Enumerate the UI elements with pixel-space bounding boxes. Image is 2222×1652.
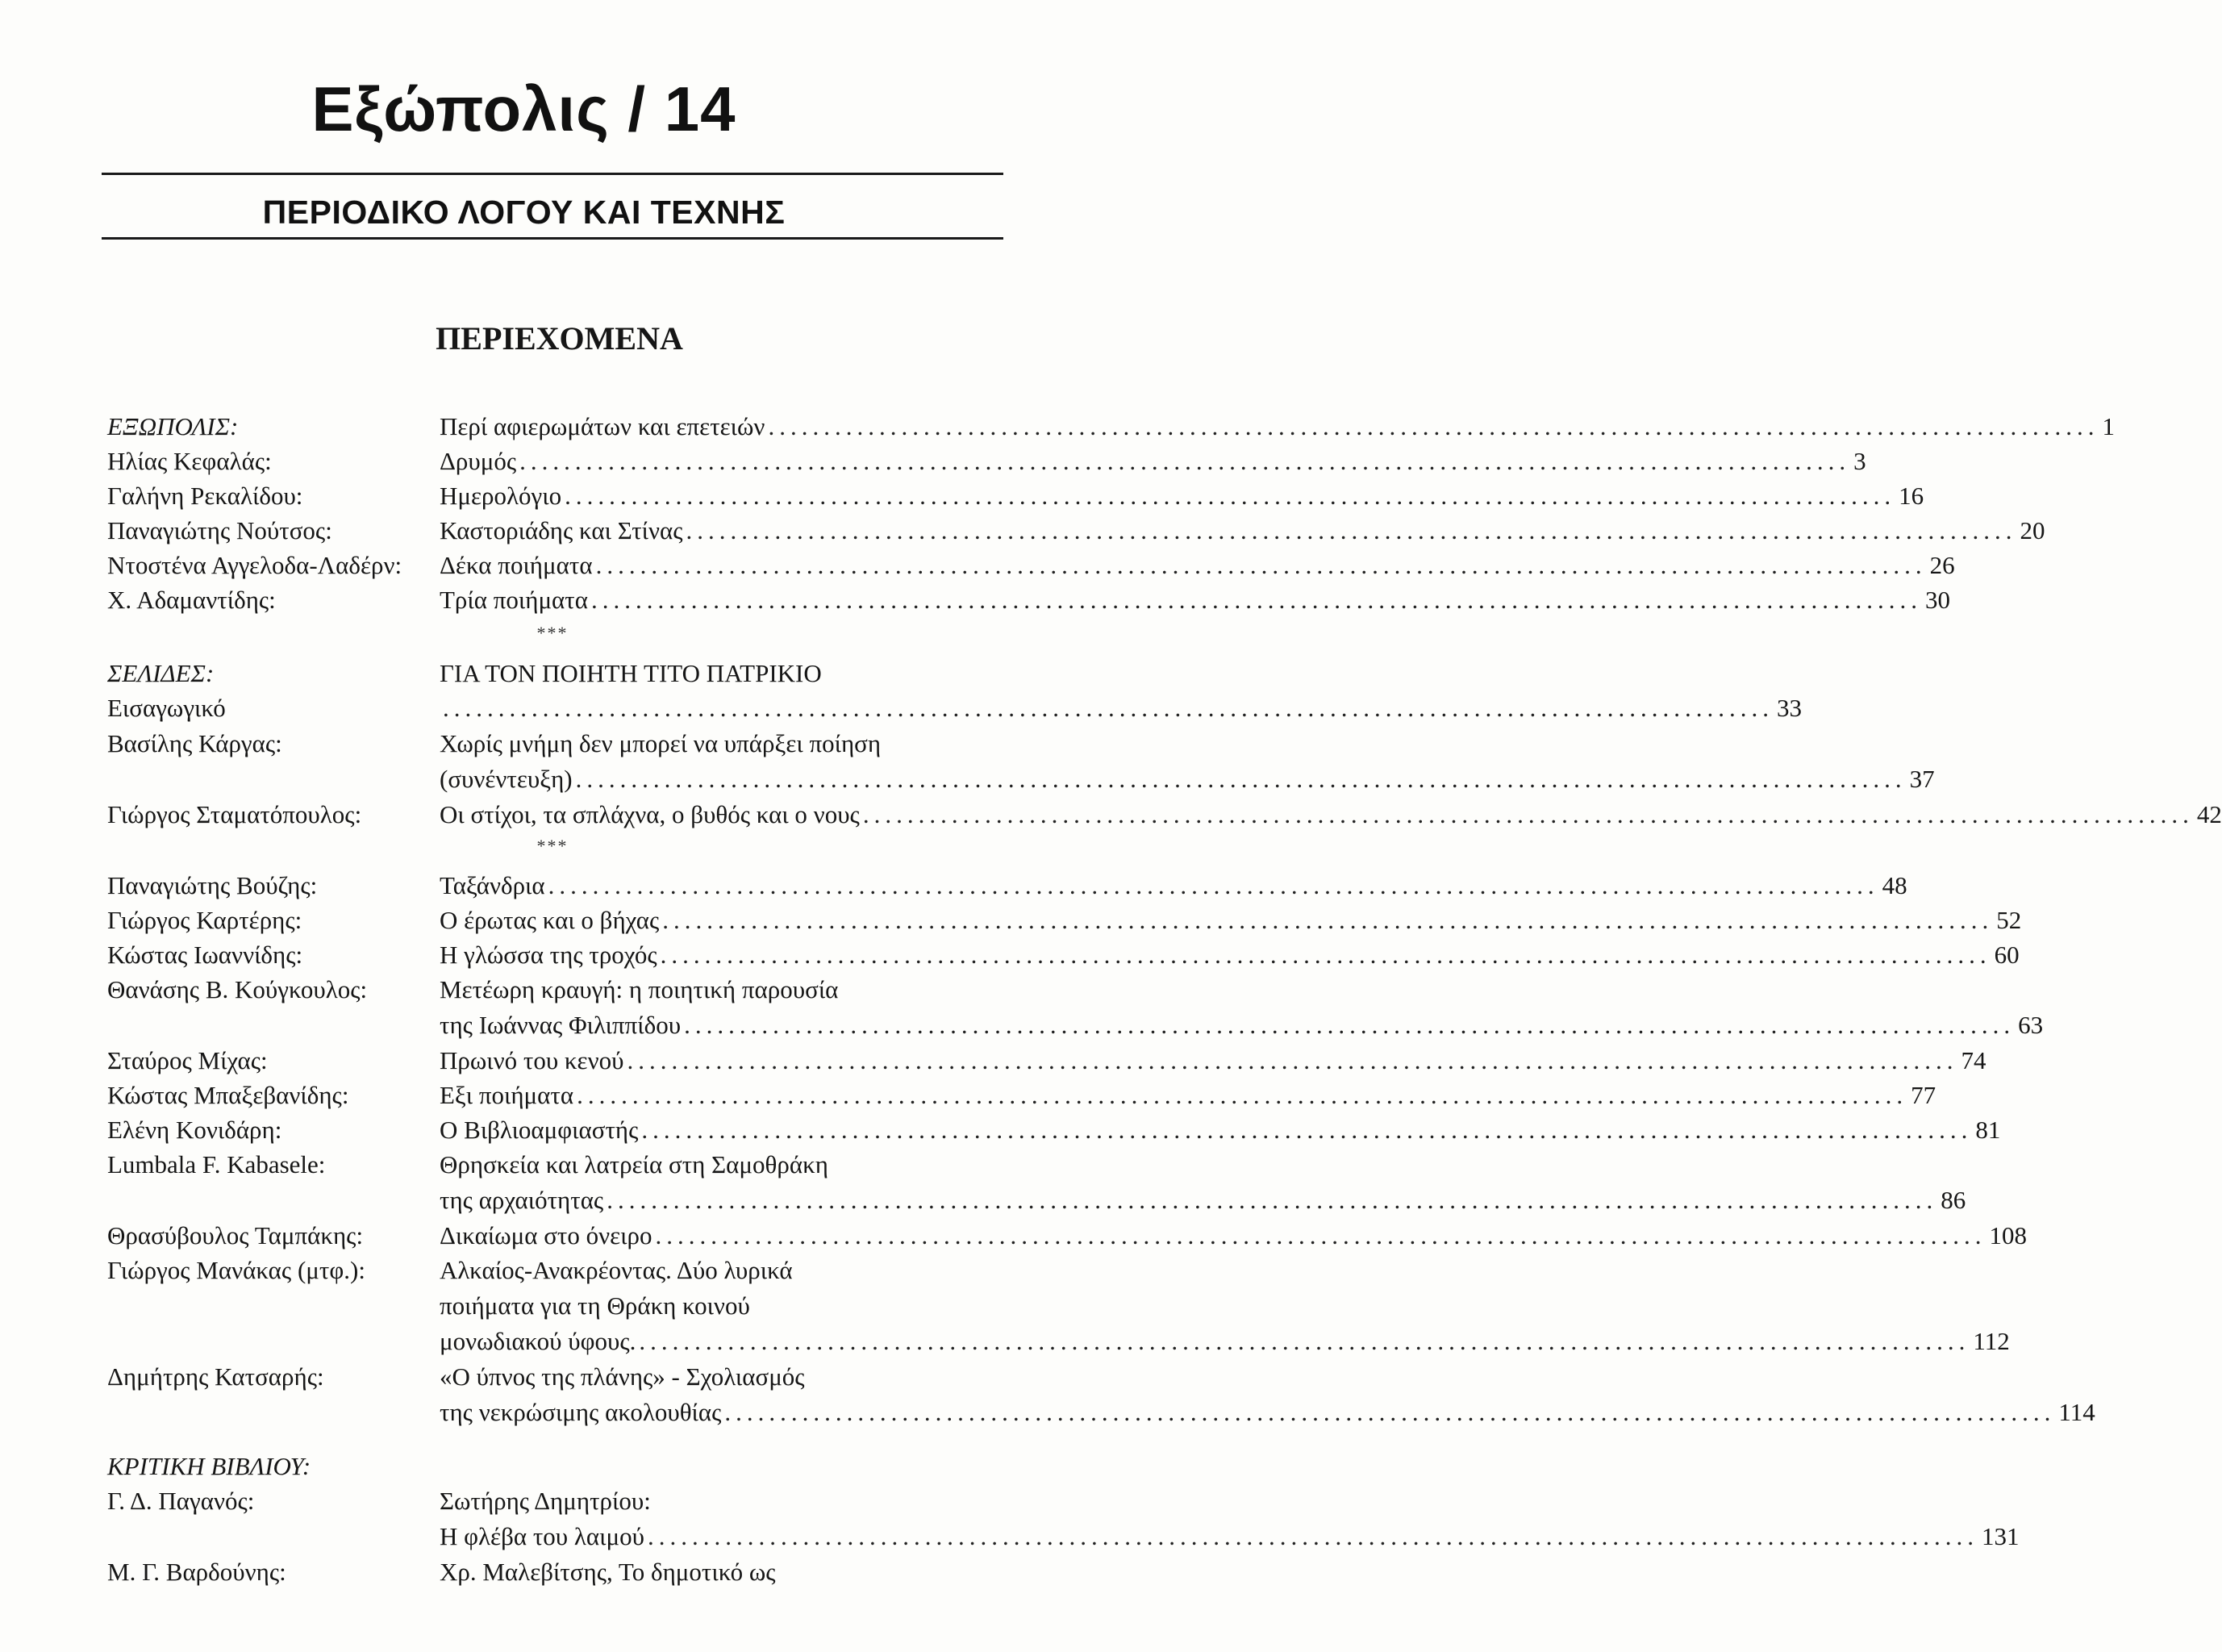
toc-entry xyxy=(440,761,1935,797)
toc-entry xyxy=(440,937,2020,973)
toc-page-number: 86 xyxy=(1941,1186,1966,1214)
toc-entry xyxy=(440,1395,2095,1430)
toc-row xyxy=(0,1395,2095,1430)
bottom-rule xyxy=(102,237,1003,240)
toc-author: Ελένη Κονιδάρη: xyxy=(107,1116,282,1144)
toc-page-number: 114 xyxy=(2058,1398,2095,1426)
toc-entry xyxy=(440,868,1907,903)
toc-row xyxy=(0,1519,2020,1554)
toc-entry xyxy=(440,1253,991,1288)
toc-title: Η γλώσσα της τροχός xyxy=(440,941,657,969)
toc-title: Θρησκεία και λατρεία στη Σαμοθράκη xyxy=(440,1150,828,1179)
dot-leader: ........................................................................................................................ xyxy=(595,551,1927,579)
toc-page-number: 77 xyxy=(1911,1081,1936,1109)
dot-leader: ........................................................................................................................ xyxy=(724,1398,2056,1426)
toc-title: της νεκρώσιμης ακολουθίας xyxy=(440,1398,722,1426)
dot-leader: ........................................................................................................................ xyxy=(862,800,2194,828)
toc-row xyxy=(0,1554,1048,1590)
toc-row xyxy=(0,1183,1966,1218)
toc-author: Ηλίας Κεφαλάς: xyxy=(107,447,272,475)
toc-page-number: 60 xyxy=(1994,941,2020,969)
dot-leader: ........................................................................................................................ xyxy=(662,906,1994,934)
toc-row xyxy=(0,1112,2001,1148)
toc-page-number: 26 xyxy=(1929,551,1955,579)
section-separator: *** xyxy=(536,623,569,643)
toc-entry xyxy=(440,1483,991,1519)
dot-leader: ........................................................................................................................ xyxy=(660,941,1991,969)
toc-entry xyxy=(440,1147,991,1183)
toc-row xyxy=(0,1449,1048,1484)
dot-leader: ........................................................................................................................ xyxy=(443,694,1774,722)
toc-entry xyxy=(440,903,2022,938)
toc-author: Γιώργος Σταματόπουλος: xyxy=(107,800,362,828)
toc-title: Τρία ποιήματα xyxy=(440,586,589,614)
toc-row xyxy=(0,1078,1936,1113)
toc-entry xyxy=(440,972,991,1007)
toc-title: (συνέντευξη) xyxy=(440,765,573,793)
toc-row xyxy=(0,656,1048,691)
toc-title: Οι στίχοι, τα σπλάχνα, ο βυθός και ο νους xyxy=(440,800,860,828)
toc-row xyxy=(0,582,1951,618)
toc-row xyxy=(0,868,1907,903)
dot-leader: ........................................................................................................................ xyxy=(768,412,2099,440)
section-label: ΚΡΙΤΙΚΗ ΒΙΒΛΙΟΥ: xyxy=(107,1452,311,1480)
toc-author: Μ. Γ. Βαρδούνης: xyxy=(107,1558,286,1586)
toc-page-number: 16 xyxy=(1899,482,1924,510)
toc-row xyxy=(0,797,2222,832)
toc-row xyxy=(0,1288,1048,1324)
toc-title: Αλκαίος-Ανακρέοντας. Δύο λυρικά xyxy=(440,1256,793,1284)
toc-page-number: 108 xyxy=(1989,1221,2027,1249)
toc-author: Εισαγωγικό xyxy=(107,694,226,722)
toc-author: Θανάσης Β. Κούγκουλος: xyxy=(107,975,368,1003)
toc-title: Πρωινό του κενού xyxy=(440,1046,624,1074)
toc-row xyxy=(0,513,2045,549)
dot-leader: ........................................................................................................................ xyxy=(686,516,2017,544)
toc-page-number: 74 xyxy=(1961,1046,1986,1074)
toc-entry xyxy=(440,1519,2020,1554)
section-heading: ΓΙΑ ΤΟΝ ΠΟΙΗΤΗ ΤΙΤΟ ΠΑΤΡΙΚΙΟ xyxy=(440,659,822,687)
dot-leader: ........................................................................................................................ xyxy=(655,1221,1986,1249)
toc-row xyxy=(0,1007,2044,1043)
toc-author: Γαλήνη Ρεκαλίδου: xyxy=(107,482,303,510)
toc-row xyxy=(0,1359,1048,1395)
toc-title: Σωτήρης Δημητρίου: xyxy=(440,1487,651,1515)
toc-page-number: 131 xyxy=(1981,1522,2020,1550)
toc-entry xyxy=(440,797,2222,832)
toc-entry xyxy=(440,513,2045,549)
magazine-subtitle: ΠΕΡΙΟΔΙΚΟ ΛΟΓΟΥ ΚΑΙ ΤΕΧΝΗΣ xyxy=(262,194,786,231)
toc-author: Ντοστένα Αγγελοδα-Λαδέρν: xyxy=(107,551,402,579)
toc-entry xyxy=(440,1554,991,1590)
toc-entry xyxy=(440,1288,991,1324)
toc-page-number: 1 xyxy=(2102,412,2115,440)
section-label: ΕΞΩΠΟΛΙΣ: xyxy=(107,412,239,440)
toc-page-number: 63 xyxy=(2018,1011,2044,1039)
toc-entry xyxy=(440,1043,1986,1078)
dot-leader: ........................................................................................................................ xyxy=(684,1011,2016,1039)
toc-author: Βασίλης Κάργας: xyxy=(107,729,282,757)
toc-title: Περί αφιερωμάτων και επετειών xyxy=(440,412,765,440)
toc-title: Μετέωρη κραυγή: η ποιητική παρουσία xyxy=(440,975,839,1003)
toc-title: Η φλέβα του λαιμού xyxy=(440,1522,644,1550)
toc-title: Ο έρωτας και ο βήχας xyxy=(440,906,660,934)
toc-author: Γ. Δ. Παγανός: xyxy=(107,1487,255,1515)
toc-row xyxy=(0,1324,2010,1359)
toc-title: Εξι ποιήματα xyxy=(440,1081,574,1109)
dot-leader: ........................................................................................................................ xyxy=(575,765,1907,793)
toc-entry xyxy=(440,1324,2010,1359)
dot-leader: ........................................................................................................................ xyxy=(647,1522,1978,1550)
toc-entry xyxy=(440,478,1924,514)
toc-title: μονωδιακού ύφους. xyxy=(440,1327,636,1355)
dot-leader: ........................................................................................................................ xyxy=(565,482,1896,510)
toc-title: της Ιωάννας Φιλιππίδου xyxy=(440,1011,682,1039)
toc-author: Σταύρος Μίχας: xyxy=(107,1046,268,1074)
toc-title: Δικαίωμα στο όνειρο xyxy=(440,1221,652,1249)
toc-entry xyxy=(440,1112,2001,1148)
toc-row xyxy=(0,1253,1048,1288)
toc-entry xyxy=(440,690,1802,726)
toc-title: Καστοριάδης και Στίνας xyxy=(440,516,683,544)
toc-title: Ημερολόγιο xyxy=(440,482,562,510)
dot-leader: ........................................................................................................................ xyxy=(577,1081,1908,1109)
toc-page-number: 33 xyxy=(1777,694,1802,722)
toc-author: Θρασύβουλος Ταμπάκης: xyxy=(107,1221,364,1249)
dot-leader: ........................................................................................................................ xyxy=(627,1046,1958,1074)
dot-leader: ........................................................................................................................ xyxy=(639,1327,1970,1355)
toc-author: Παναγιώτης Βούζης: xyxy=(107,871,318,899)
top-rule xyxy=(102,173,1003,175)
toc-row xyxy=(0,761,1935,797)
toc-row xyxy=(0,1218,2027,1254)
toc-title: ποιήματα για τη Θράκη κοινού xyxy=(440,1291,750,1320)
toc-author: Κώστας Μπαξεβανίδης: xyxy=(107,1081,349,1109)
toc-row xyxy=(0,690,1802,726)
toc-entry xyxy=(440,444,1866,479)
toc-title: Δρυμός xyxy=(440,447,517,475)
toc-row xyxy=(0,409,2115,444)
toc-row xyxy=(0,972,1048,1007)
toc-row xyxy=(0,444,1866,479)
contents-heading: ΠΕΡΙΕΧΟΜΕΝΑ xyxy=(436,320,683,357)
dot-leader: ........................................................................................................................ xyxy=(591,586,1923,614)
toc-row xyxy=(0,903,2022,938)
toc-entry xyxy=(440,582,1951,618)
toc-page-number: 37 xyxy=(1909,765,1935,793)
toc-entry xyxy=(440,409,2115,444)
toc-author: Κώστας Ιωαννίδης: xyxy=(107,941,303,969)
section-separator: *** xyxy=(536,836,569,856)
toc-author: Γιώργος Μανάκας (μτφ.): xyxy=(107,1256,365,1284)
toc-row xyxy=(0,548,1955,583)
toc-entry xyxy=(440,726,991,761)
toc-author: Χ. Αδαμαντίδης: xyxy=(107,586,276,614)
toc-row xyxy=(0,1043,1986,1078)
toc-page-number: 52 xyxy=(1996,906,2022,934)
dot-leader: ........................................................................................................................ xyxy=(641,1116,1973,1144)
dot-leader: ........................................................................................................................ xyxy=(519,447,1851,475)
toc-page-number: 81 xyxy=(1975,1116,2001,1144)
toc-entry xyxy=(440,1007,2044,1043)
toc-entry xyxy=(440,1359,991,1395)
toc-author: Δημήτρης Κατσαρής: xyxy=(107,1362,324,1391)
toc-row xyxy=(0,478,1924,514)
magazine-title: Εξώπολις / 14 xyxy=(311,73,736,144)
toc-author: Lumbala F. Kabasele: xyxy=(107,1150,326,1179)
toc-page-number: 42 xyxy=(2196,800,2222,828)
toc-title: «Ο ύπνος της πλάνης» - Σχολιασμός xyxy=(440,1362,805,1391)
dot-leader: ........................................................................................................................ xyxy=(548,871,1879,899)
toc-page-number: 30 xyxy=(1925,586,1951,614)
toc-entry xyxy=(440,548,1955,583)
toc-entry xyxy=(440,1183,1966,1218)
toc-title: Χρ. Μαλεβίτσης, Το δημοτικό ως xyxy=(440,1558,776,1586)
toc-entry xyxy=(440,1078,1936,1113)
toc-page-number: 112 xyxy=(1973,1327,2010,1355)
section-label: ΣΕΛΙΔΕΣ: xyxy=(107,659,215,687)
toc-page-number: 3 xyxy=(1853,447,1866,475)
toc-row xyxy=(0,937,2020,973)
toc-title: Χωρίς μνήμη δεν μπορεί να υπάρξει ποίηση xyxy=(440,729,882,757)
toc-page-number: 20 xyxy=(2020,516,2045,544)
toc-page-number: 48 xyxy=(1882,871,1907,899)
toc-title: της αρχαιότητας xyxy=(440,1186,604,1214)
toc-row xyxy=(0,726,1048,761)
dot-leader: ........................................................................................................................ xyxy=(607,1186,1938,1214)
toc-row xyxy=(0,1483,1048,1519)
toc-entry xyxy=(440,1218,2027,1254)
toc-title: Ο Βιβλιοαμφιαστής xyxy=(440,1116,639,1144)
toc-author: Γιώργος Καρτέρης: xyxy=(107,906,302,934)
toc-title: Δέκα ποιήματα xyxy=(440,551,593,579)
toc-row xyxy=(0,1147,1048,1183)
toc-author: Παναγιώτης Νούτσος: xyxy=(107,516,332,544)
toc-title: Ταξάνδρια xyxy=(440,871,545,899)
